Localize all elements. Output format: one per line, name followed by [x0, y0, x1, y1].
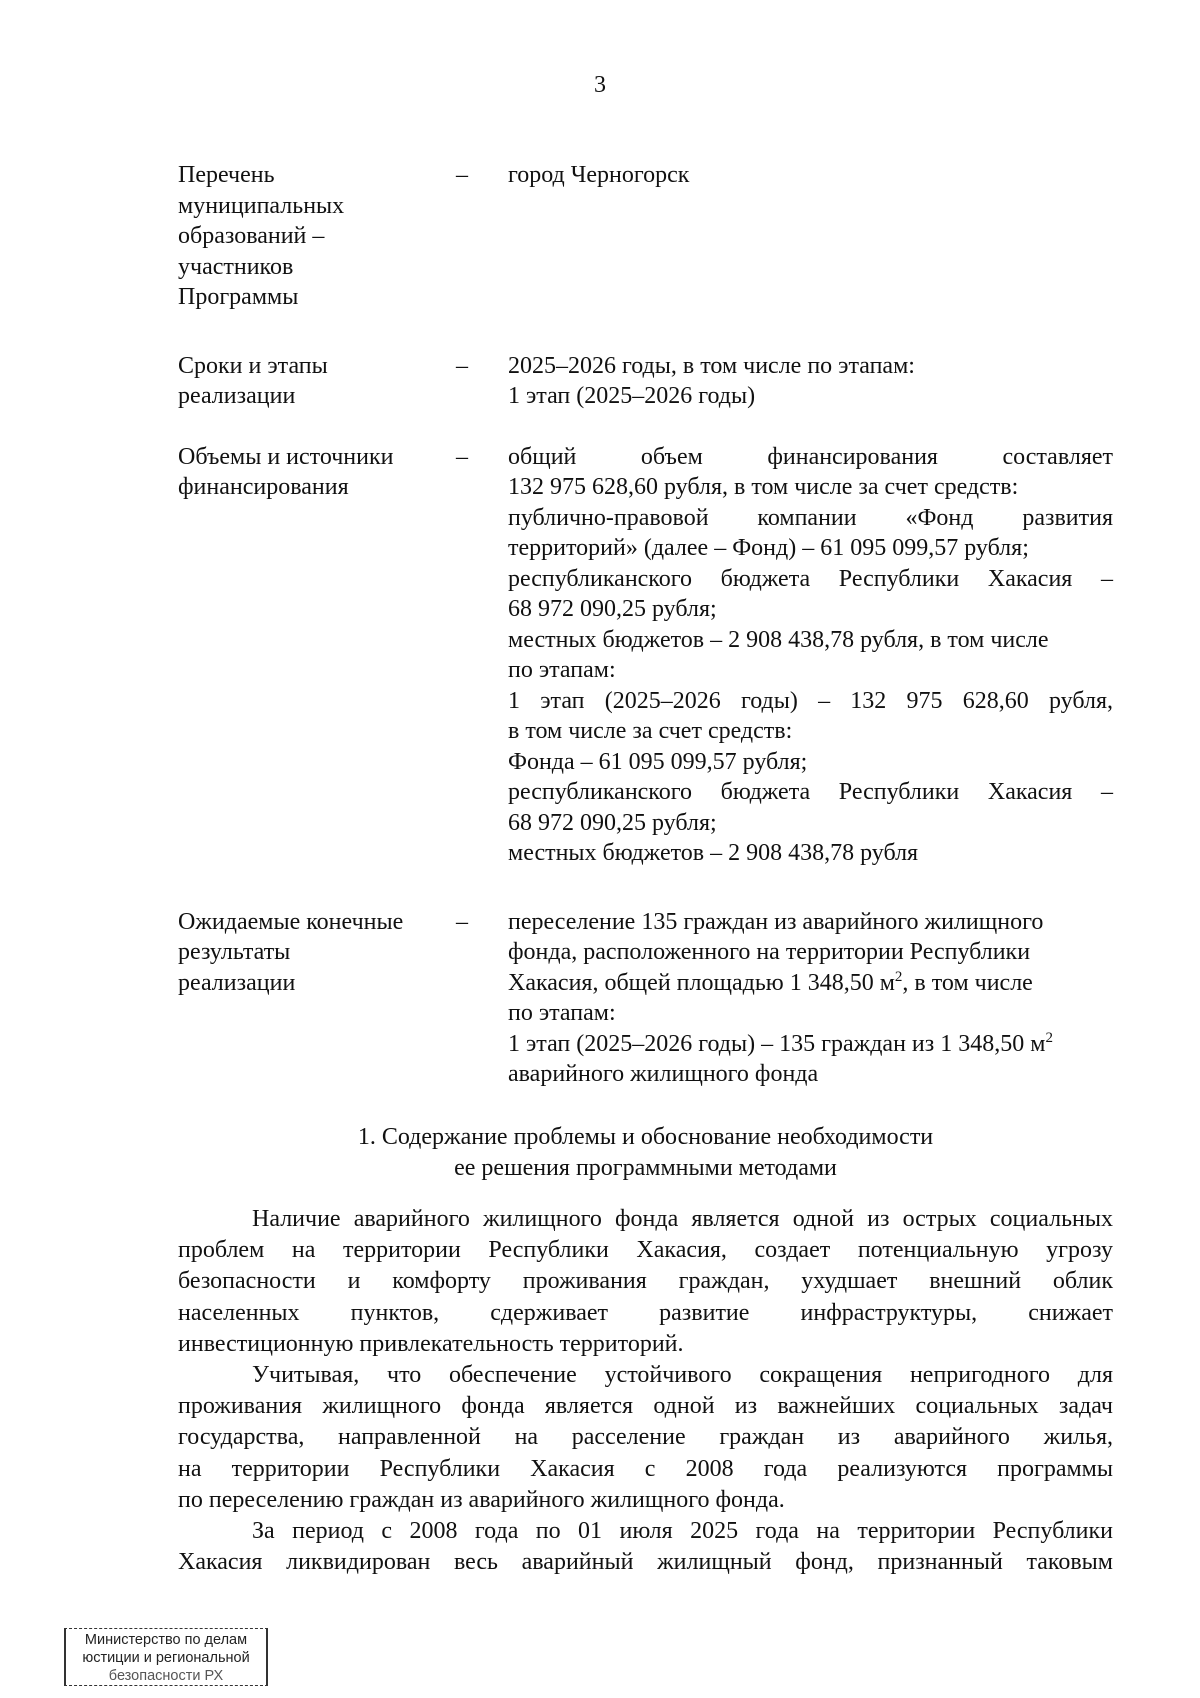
paragraph-line: населенных пунктов, сдерживает развитие инфраструктуры, снижает: [178, 1299, 1113, 1326]
passport-row-terms: [178, 351, 1113, 412]
value-line: республиканского бюджета Республики Хакасия –: [508, 565, 1113, 592]
label-line: участников: [178, 253, 294, 280]
superscript-2: 2: [894, 968, 903, 985]
stage-text: 1 этап (2025–2026 годы) – 135 граждан из 1 348,50 м: [508, 1030, 1046, 1057]
passport-row-municipalities: [178, 160, 1113, 313]
value-line: местных бюджетов – 2 908 438,78 рубля: [508, 840, 919, 866]
passport-dash: –: [456, 162, 468, 188]
value-line: 132 975 628,60 рубля, в том числе за счет средств:: [508, 474, 1019, 500]
paragraph-line: безопасности и комфорту проживания граждан, ухудшает внешний облик: [178, 1268, 1113, 1295]
value-line: республиканского бюджета Республики Хакасия –: [508, 779, 1113, 805]
label-line: реализации: [178, 383, 296, 409]
value-line: 1 этап (2025–2026 годы) – 132 975 628,60 рубля,: [508, 687, 1113, 714]
value-line: аварийного жилищного фонда: [508, 1061, 819, 1087]
stamp-line: юстиции и региональной: [82, 1650, 250, 1666]
passport-value: [508, 351, 1113, 412]
value-line: по этапам:: [508, 1000, 616, 1026]
label-line: Сроки и этапы: [178, 352, 328, 379]
value-line: территорий» (далее – Фонд) – 61 095 099,57 рубля;: [508, 535, 1029, 561]
passport-dash: –: [456, 443, 468, 470]
passport-label: [178, 442, 448, 503]
paragraph-line: Учитывая, что обеспечение устойчивого сокращения непригодного для: [252, 1362, 1113, 1389]
passport-value: [508, 160, 1113, 191]
value-line: публично-правовой компании «Фонд развития: [508, 504, 1113, 531]
paragraph-line: За период с 2008 года по 01 июля 2025 года на территории Республики: [252, 1518, 1113, 1545]
superscript-2: 2: [1045, 1029, 1053, 1046]
value-line: фонда, расположенного на территории Республики: [508, 939, 1031, 965]
value-line-area: [508, 968, 1113, 999]
value-line: в том числе за счет средств:: [508, 718, 793, 744]
passport-dash: –: [456, 908, 468, 935]
label-line: Перечень: [178, 162, 275, 188]
value-line: 68 972 090,25 рубля;: [508, 809, 717, 836]
value-line: 1 этап (2025–2026 годы): [508, 383, 756, 409]
paragraph-line: на территории Республики Хакасия с 2008 года реализуются программы: [178, 1455, 1113, 1482]
paragraph: [178, 1360, 1113, 1516]
passport-label: [178, 351, 448, 412]
value-line: переселение 135 граждан из аварийного жилищного: [508, 908, 1044, 935]
passport-row-funding: [178, 442, 1113, 869]
paragraph-line: по переселению граждан из аварийного жилищного фонда.: [178, 1486, 785, 1513]
paragraph: [178, 1204, 1113, 1360]
passport-row-results: [178, 907, 1113, 1090]
value-line: общий объем финансирования составляет: [508, 443, 1113, 470]
paragraph-line: государства, направленной на расселение граждан из аварийного жилья,: [178, 1424, 1113, 1451]
paragraph: [178, 1516, 1113, 1578]
area-tail: , в том числе: [902, 969, 1033, 996]
label-line: Ожидаемые конечные: [178, 908, 404, 935]
passport-value: [508, 442, 1113, 869]
label-line: Объемы и источники: [178, 443, 394, 470]
label-line: финансирования: [178, 474, 349, 500]
ministry-stamp: [64, 1628, 268, 1686]
value-line: 2025–2026 годы, в том числе по этапам:: [508, 352, 915, 379]
value-line: Фонда – 61 095 099,57 рубля;: [508, 748, 808, 775]
value-line: город Черногорск: [508, 162, 690, 188]
label-line: образований –: [178, 223, 325, 249]
label-line: Программы: [178, 284, 299, 310]
section-title-line: ее решения программными методами: [454, 1155, 837, 1181]
value-line: по этапам:: [508, 657, 616, 683]
section-title-line: 1. Содержание проблемы и обоснование необходимости: [357, 1124, 934, 1150]
passport-label: [178, 160, 448, 313]
area-text: Хакасия, общей площадью 1 348,50 м: [508, 969, 895, 996]
value-line: местных бюджетов – 2 908 438,78 рубля, в том числе: [508, 626, 1049, 653]
passport-label: [178, 907, 448, 999]
value-line: 68 972 090,25 рубля;: [508, 596, 717, 622]
page-number: 3: [594, 72, 606, 98]
paragraph-line: инвестиционную привлекательность территорий.: [178, 1330, 684, 1357]
label-line: результаты: [178, 939, 291, 965]
passport-dash: –: [456, 352, 468, 379]
section-title: [178, 1122, 1113, 1184]
paragraph-line: Наличие аварийного жилищного фонда является одной из острых социальных: [252, 1206, 1113, 1232]
paragraph-line: проживания жилищного фонда является одной из важнейших социальных задач: [178, 1393, 1113, 1420]
body-text: [178, 1204, 1113, 1578]
value-line-stage: [508, 1029, 1113, 1060]
label-line: реализации: [178, 969, 296, 996]
program-passport: [178, 160, 1113, 1090]
paragraph-line: проблем на территории Республики Хакасия, создает потенциальную угрозу: [178, 1237, 1113, 1264]
stamp-line: безопасности РХ: [108, 1668, 224, 1684]
passport-value: [508, 907, 1113, 1090]
paragraph-line: Хакасия ликвидирован весь аварийный жилищный фонд, признанный таковым: [178, 1549, 1113, 1576]
stamp-line: Министерство по делам: [84, 1632, 248, 1648]
label-line: муниципальных: [178, 192, 345, 219]
